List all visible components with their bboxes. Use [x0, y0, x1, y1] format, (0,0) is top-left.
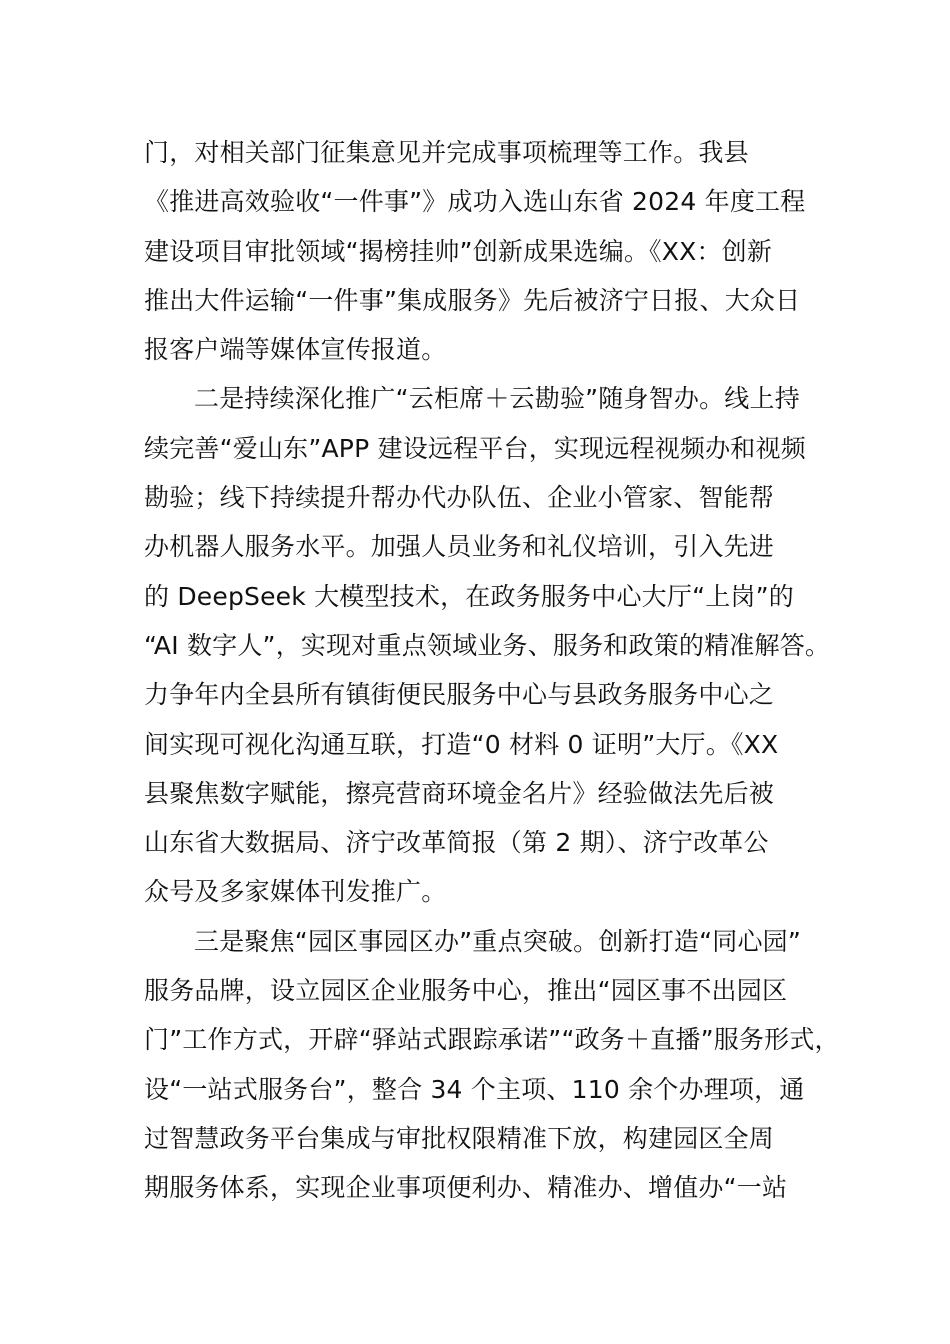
paragraph-first-line: 二是持续深化推广“云柜席＋云勘验”随身智办。线上持 [194, 384, 800, 414]
text-line: 间实现可视化沟通互联，打造“0 材料 0 证明”大厅。《XX [144, 729, 779, 759]
text-line: 门，对相关部门征集意见并完成事项梳理等工作。我县 [144, 138, 749, 167]
text-line: 的 DeepSeek 大模型技术，在政务服务中心大厅“上岗”的 [144, 581, 794, 611]
text-line: 县聚焦数字赋能，擦亮营商环境金名片》经验做法先后被 [144, 778, 775, 808]
text-line: 期服务体系，实现企业事项便利办、精准办、增值办“一站 [144, 1173, 788, 1203]
text-line: 力争年内全县所有镇街便民服务中心与县政务服务中心之 [144, 680, 775, 710]
text-line: 过智慧政务平台集成与审批权限精准下放，构建园区全周 [144, 1123, 775, 1153]
text-line: 服务品牌，设立园区企业服务中心，推出“园区事不出园区 [144, 976, 788, 1006]
text-line: 建设项目审批领域“揭榜挂帅”创新成果选编。《XX：创新 [144, 236, 773, 266]
text-line: 《推进高效验收“一件事”》成功入选山东省 2024 年度工程 [144, 187, 806, 217]
text-line: 办机器人服务水平。加强人员业务和礼仪培训，引入先进 [144, 532, 775, 562]
text-line: 众号及多家媒体刊发推广。 [144, 877, 447, 907]
text-line: 报客户端等媒体宣传报道。 [144, 335, 447, 365]
text-line: 山东省大数据局、济宁改革简报（第 2 期）、济宁改革公 [144, 828, 769, 858]
text-line: 续完善“爱山东”APP 建设远程平台，实现远程视频办和视频 [144, 433, 806, 463]
text-line: 门”工作方式，开辟“驿站式跟踪承诺”“政务＋直播”服务形式， [144, 1025, 840, 1055]
text-line: 勘验；线下持续提升帮办代办队伍、企业小管家、智能帮 [144, 483, 775, 513]
text-line: 设“一站式服务台”，整合 34 个主项、110 余个办理项，通 [144, 1074, 805, 1104]
text-line: “AI 数字人”，实现对重点领域业务、服务和政策的精准解答。 [144, 630, 831, 660]
paragraph-first-line: 三是聚焦“园区事园区办”重点突破。创新打造“同心园” [194, 926, 802, 956]
text-line: 推出大件运输“一件事”集成服务》先后被济宁日报、大众日 [144, 285, 801, 315]
body-text [144, 128, 844, 1213]
